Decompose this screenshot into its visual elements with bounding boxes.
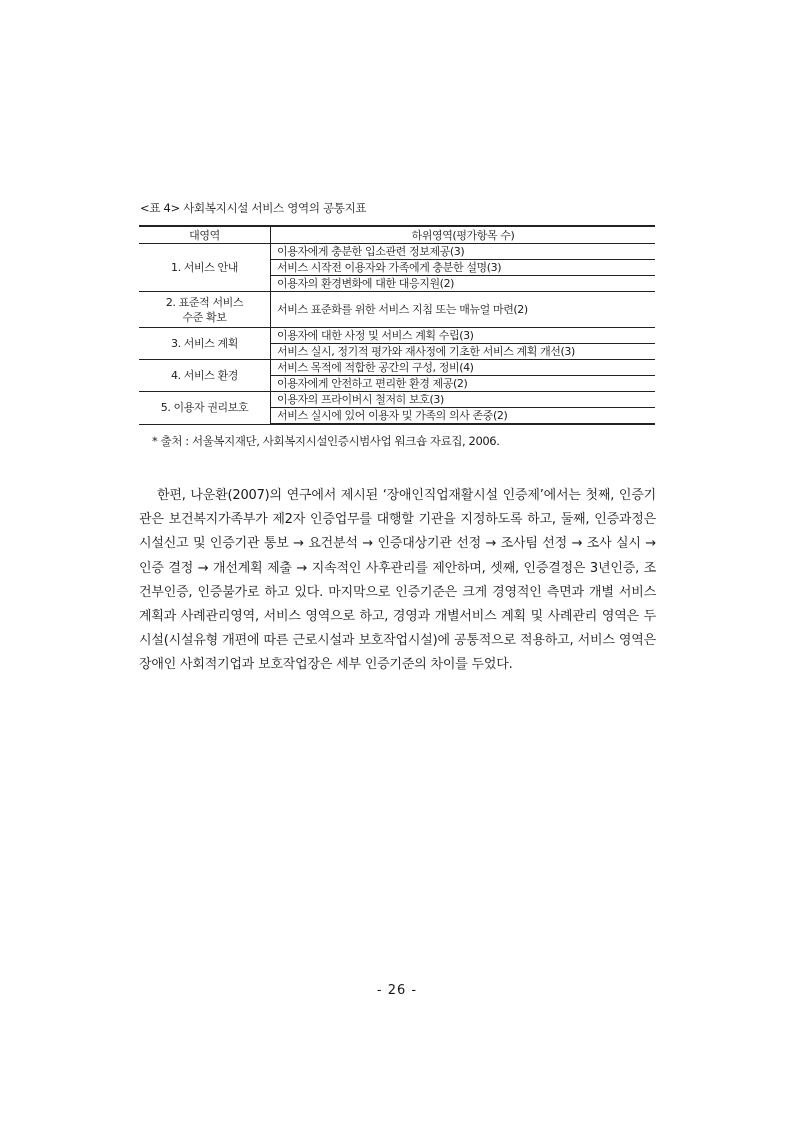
sub-area-cell: 이용자의 프라이버시 철저히 보호(3): [271, 392, 656, 408]
major-area-cell: 1. 서비스 안내: [139, 244, 271, 292]
table-row: [139, 360, 655, 376]
body-paragraph: 한편, 나운환(2007)의 연구에서 제시된 ‘장애인직업재활시설 인증제’에서는 첫째, 인증기관은 보건복지가족부가 제2자 인증업무를 대행할 기관을 지정하도록 하고, 둘째, 인증과정은 시설신고 및 인증기관 통보 → 요건분석 → 인증대상기관 선정 → 조사팀 선정 → 조사 실시 → 인증 결정 → 개선계획 제출 → 지속적인 사후관리를 제안하며, 셋째, 인증결정은 3년인증, 조건부인증, 인증불가로 하고 있다. 마지막으로 인증기준은 크게 경영적인 측면과 개별 서비스 계획과 사례관리영역, 서비스 영역으로 하고, 경영과 개별서비스 계획 및 사례관리 영역은 두 시설(시설유형 개편에 따른 근로시설과 보호작업시설)에 공통적으로 적용하고, 서비스 영역은 장애인 사회적기업과 보호작업장은 세부 인증기준의 차이를 두었다.: [139, 488, 656, 673]
major-area-cell: 3. 서비스 계획: [139, 328, 271, 360]
sub-area-cell: 이용자의 환경변화에 대한 대응지원(2): [271, 276, 656, 292]
major-area-cell: 4. 서비스 환경: [139, 360, 271, 392]
sub-area-cell: 서비스 목적에 적합한 공간의 구성, 정비(4): [271, 360, 656, 376]
table-source-note: * 출처 : 서울복지재단, 사회복지시설인증시범사업 워크숍 자료집, 2006.: [152, 434, 500, 448]
header-sub-area: 하위영역(평가항목 수): [271, 226, 656, 244]
sub-area-cell: 서비스 실시에 있어 이용자 및 가족의 의사 존중(2): [271, 408, 656, 425]
table-caption: <표 4> 사회복지시설 서비스 영역의 공통지표: [140, 201, 367, 215]
page-number: - 26 -: [376, 983, 418, 998]
sub-area-cell: 서비스 표준화를 위한 서비스 지침 또는 매뉴얼 마련(2): [271, 292, 656, 328]
header-major-area: 대영역: [139, 226, 271, 244]
sub-area-cell: 서비스 실시, 정기적 평가와 재사정에 기초한 서비스 계획 개선(3): [271, 344, 656, 360]
major-area-cell: 5. 이용자 권리보호: [139, 392, 271, 425]
table-row: [139, 328, 655, 344]
common-indicators-table: [139, 225, 655, 425]
major-area-line: 수준 확보: [182, 310, 227, 324]
table-row: [139, 392, 655, 408]
sub-area-cell: 서비스 시작전 이용자와 가족에게 충분한 설명(3): [271, 260, 656, 276]
sub-area-cell: 이용자에 대한 사정 및 서비스 계획 수립(3): [271, 328, 656, 344]
table-row: [139, 244, 655, 260]
sub-area-cell: 이용자에게 안전하고 편리한 환경 제공(2): [271, 376, 656, 392]
major-area-line: 2. 표준적 서비스: [165, 295, 244, 309]
table-header-row: [139, 226, 655, 244]
table-row: [139, 292, 655, 328]
major-area-cell: [139, 292, 271, 328]
sub-area-cell: 이용자에게 충분한 입소관련 정보제공(3): [271, 244, 656, 260]
